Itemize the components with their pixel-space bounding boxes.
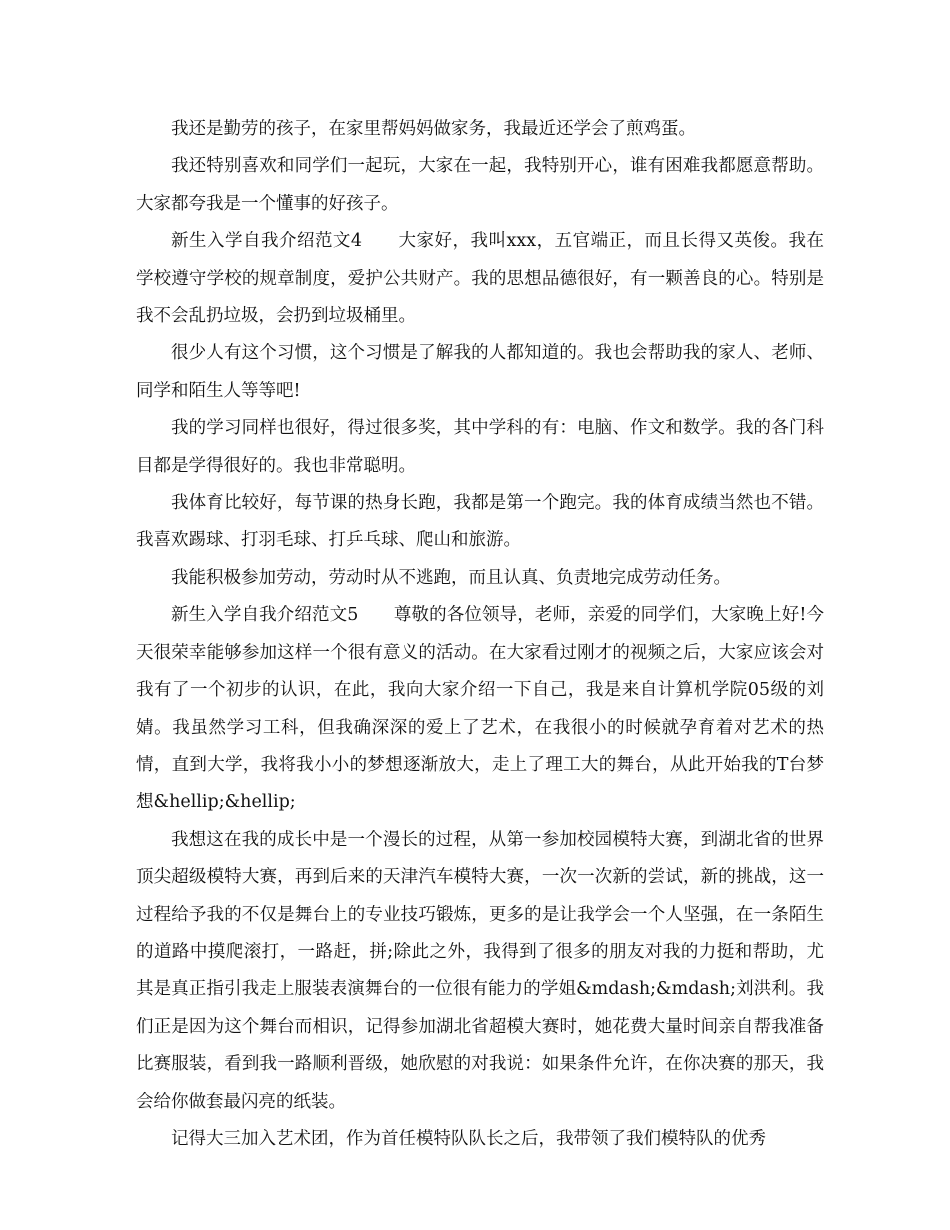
paragraph: 我体育比较好，每节课的热身长跑，我都是第一个跑完。我的体育成绩当然也不错。我喜欢踢球、打羽毛球、打乒乓球、爬山和旅游。 bbox=[136, 493, 824, 551]
paragraph: 我还是勤劳的孩子，在家里帮妈妈做家务，我最近还学会了煎鸡蛋。 bbox=[171, 119, 696, 139]
paragraph: 新生入学自我介绍范文5 尊敬的各位领导，老师，亲爱的同学们，大家晚上好!今天很荣幸能够参加这样一个很有意义的活动。在大家看过刚才的视频之后，大家应该会对我有了一个初步的认识，在此，我向大家介绍一下自己，我是来自计算机学院05级的刘婧。我虽然学习工科，但我确深深的爱上了艺术，在我很小的时候就孕育着对艺术的热情，直到大学，我将我小小的梦想逐渐放大，走上了理工大的舞台，从此开始我的T台梦想&hellip;&hellip; bbox=[136, 605, 824, 813]
paragraph: 我的学习同样也很好，得过很多奖，其中学科的有：电脑、作文和数学。我的各门科目都是学得很好的。我也非常聪明。 bbox=[136, 418, 824, 476]
paragraph: 我能积极参加劳动，劳动时从不逃跑，而且认真、负责地完成劳动任务。 bbox=[171, 567, 731, 588]
document-body bbox=[136, 111, 824, 1158]
paragraph: 我还特别喜欢和同学们一起玩，大家在一起，我特别开心，谁有困难我都愿意帮助。大家都夸我是一个懂事的好孩子。 bbox=[136, 156, 824, 214]
paragraph: 很少人有这个习惯，这个习惯是了解我的人都知道的。我也会帮助我的家人、老师、同学和陌生人等等吧! bbox=[136, 343, 824, 401]
paragraph: 记得大三加入艺术团，作为首任模特队队长之后，我带领了我们模特队的优秀 bbox=[171, 1128, 766, 1149]
paragraph: 新生入学自我介绍范文4 大家好，我叫xxx，五官端正，而且长得又英俊。我在学校遵守学校的规章制度，爱护公共财产。我的思想品德很好，有一颗善良的心。特别是我不会乱扔垃圾，会扔到垃圾桶里。 bbox=[136, 231, 824, 327]
paragraph: 我想这在我的成长中是一个漫长的过程，从第一参加校园模特大赛，到湖北省的世界顶尖超级模特大赛，再到后来的天津汽车模特大赛，一次一次新的尝试，新的挑战，这一过程给予我的不仅是舞台上的专业技巧锻炼，更多的是让我学会一个人坚强，在一条陌生的道路中摸爬滚打，一路赶，拼;除此之外，我得到了很多的朋友对我的力挺和帮助，尤其是真正指引我走上服装表演舞台的一位很有能力的学姐&mdash;&mdash;刘洪利。我们正是因为这个舞台而相识，记得参加湖北省超模大赛时，她花费大量时间亲自帮我准备比赛服装，看到我一路顺利晋级，她欣慰的对我说：如果条件允许，在你决赛的那天，我会给你做套最闪亮的纸装。 bbox=[136, 829, 824, 1112]
